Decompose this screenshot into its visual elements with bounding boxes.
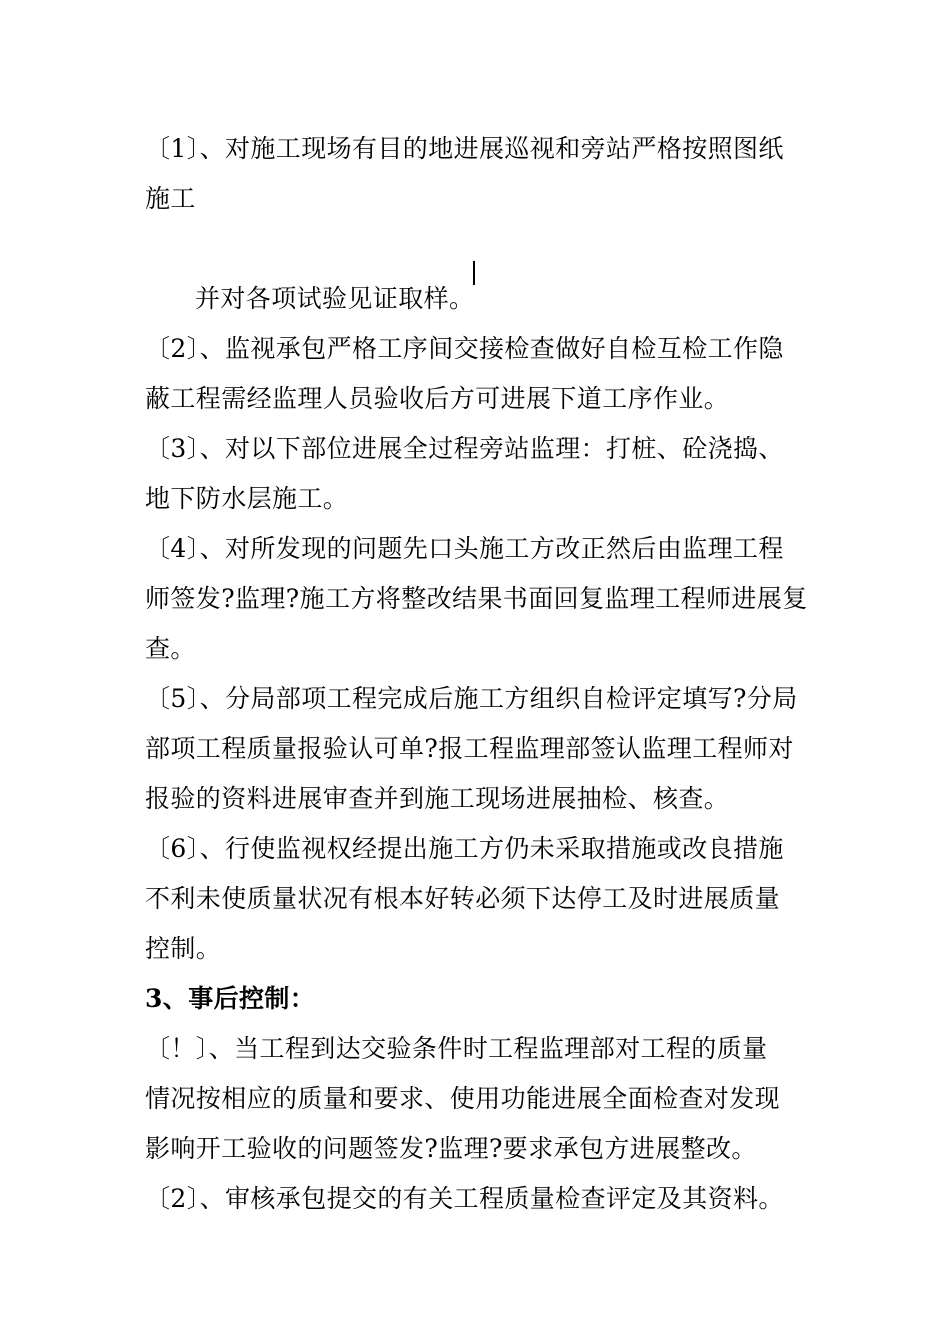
paragraph-line: 部项工程质量报验认可单?报工程监理部签认监理工程师对 [145,734,794,763]
paragraph-line: 影响开工验收的问题签发?监理?要求承包方进展整改。 [145,1134,757,1163]
section-heading: 3、事后控制： [145,984,316,1013]
paragraph-line: 〔4〕、对所发现的问题先口头施工方改正然后由监理工程 [145,534,784,563]
paragraph-line: 查。 [145,634,196,663]
paragraph-line: 〔5〕、分局部项工程完成后施工方组织自检评定填写?分局 [145,684,798,713]
paragraph-line: 〔1〕、对施工现场有目的地进展巡视和旁站严格按照图纸 [145,134,784,163]
paragraph-line: 施工 [145,184,196,213]
paragraph-line: 〔2〕、审核承包提交的有关工程质量检查评定及其资料。 [145,1184,784,1213]
paragraph-line: 不利未使质量状况有根本好转必须下达停工及时进展质量 [145,884,781,913]
text-cursor [473,261,475,285]
paragraph-line: 〔6〕、行使监视权经提出施工方仍未采取措施或改良措施 [145,834,784,863]
paragraph-line: 〔！〕、当工程到达交验条件时工程监理部对工程的质量 [145,1034,768,1063]
paragraph-line: 报验的资料进展审查并到施工现场进展抽检、核查。 [145,784,730,813]
paragraph-line: 〔3〕、对以下部位进展全过程旁站监理：打桩、砼浇捣、 [145,434,784,463]
paragraph-line: 地下防水层施工。 [145,484,349,513]
paragraph-line: 并对各项试验见证取样。 [195,284,475,313]
paragraph-line: 控制。 [145,934,222,963]
paragraph-line: 蔽工程需经监理人员验收后方可进展下道工序作业。 [145,384,730,413]
paragraph-line: 情况按相应的质量和要求、使用功能进展全面检查对发现 [145,1084,781,1113]
paragraph-line: 师签发?监理?施工方将整改结果书面回复监理工程师进展复 [145,584,808,613]
paragraph-line: 〔2〕、监视承包严格工序间交接检查做好自检互检工作隐 [145,334,784,363]
